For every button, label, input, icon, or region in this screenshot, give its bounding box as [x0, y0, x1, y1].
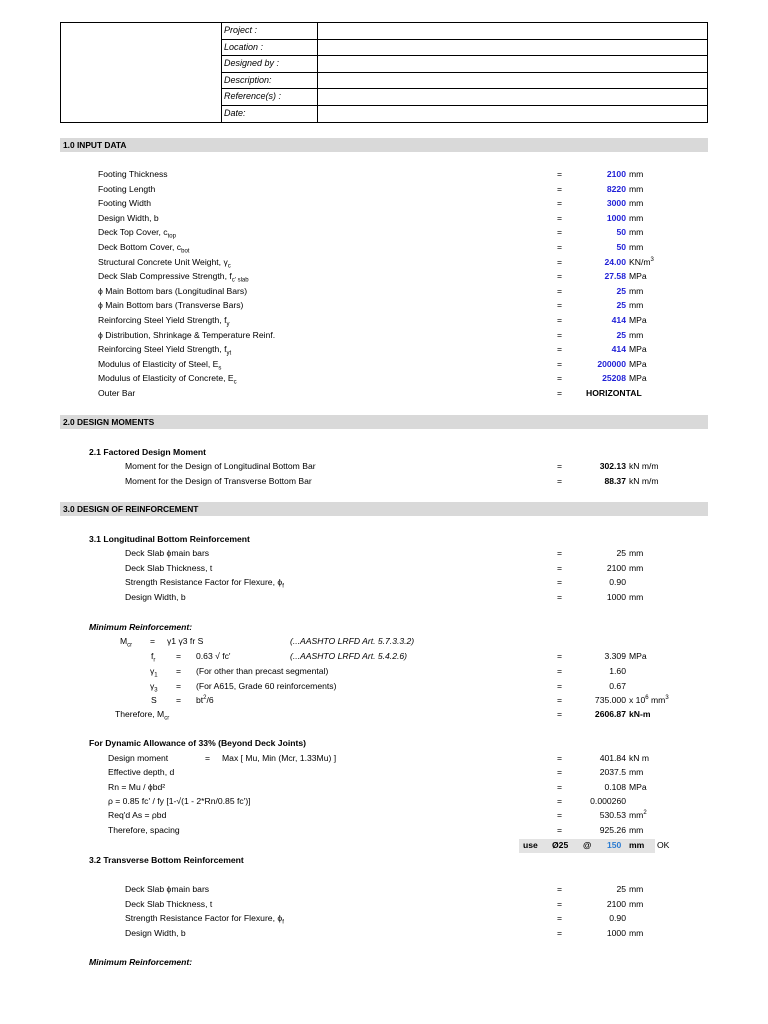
date-field[interactable] [318, 105, 708, 122]
row-value: 25 [616, 884, 626, 894]
section-title: 1.0 INPUT DATA [63, 140, 127, 150]
row-unit: mm [629, 227, 644, 238]
row-unit: mm [629, 548, 644, 558]
as-equals: = [557, 810, 563, 820]
min-reinf-title-2: Minimum Reinforcement: [89, 957, 193, 967]
rn-value: 0.108 [604, 782, 626, 792]
mcr-symbol: $M_{cr}$ [120, 636, 133, 649]
row-value[interactable]: HORIZONTAL [586, 388, 642, 398]
row-equals: = [557, 271, 563, 282]
row-value[interactable]: 27.58 [604, 271, 626, 282]
row-label: Modulus of Elasticity of Steel, $E_s$ [98, 358, 222, 372]
row-value[interactable]: 25208 [602, 373, 626, 384]
as-label: Req'd As = ρbd [108, 810, 167, 820]
row-unit: mm [629, 300, 644, 311]
row-unit: $KN/m^3$ [629, 256, 654, 267]
spacing-unit: mm [629, 825, 644, 835]
therefore-mcr-value: 2606.87 [594, 709, 626, 719]
therefore-equals: = [557, 709, 563, 719]
row-equals: = [557, 169, 563, 179]
s-symbol: S [151, 695, 157, 705]
row-equals: = [557, 461, 563, 471]
row-equals: = [557, 388, 563, 398]
fr-equals: = [557, 651, 563, 661]
section-design-reinforcement [60, 502, 708, 516]
row-value[interactable]: 414 [611, 344, 626, 355]
row-label: ϕ Main Bottom bars (Longitudinal Bars) [98, 285, 248, 296]
use-bar-row [519, 839, 655, 853]
row-label: Deck Slab ϕmain bars [125, 548, 210, 558]
row-equals: = [557, 927, 563, 938]
row-label: Strength Resistance Factor for Flexure, $\phi_f$ [125, 913, 284, 926]
gamma1-equals: = [557, 666, 563, 676]
rn-equals: = [557, 782, 563, 792]
sp-equals: = [557, 825, 563, 835]
row-equals: = [557, 358, 563, 369]
row-value: 2100 [606, 898, 626, 909]
dynamic-allowance-title: For Dynamic Allowance of 33% (Beyond Deck Joints) [89, 738, 306, 748]
row-unit: MPa [629, 344, 647, 355]
gamma3-note: (For A615, Grade 60 reinforcements) [196, 681, 337, 691]
row-unit: kN m/m [629, 461, 659, 471]
row-equals: = [557, 329, 563, 340]
s-equals: = [557, 695, 563, 705]
row-value[interactable]: 8220 [606, 183, 626, 194]
subsection-transverse: 3.2 Transverse Bottom Reinforcement [89, 855, 244, 865]
effective-depth-label: Effective depth, d [108, 767, 175, 777]
row-value[interactable]: 50 [616, 227, 626, 238]
row-equals: = [557, 548, 563, 558]
row-label: Deck Top Cover, $c_{top}$ [98, 227, 176, 241]
spacing-input[interactable]: 150 [607, 840, 622, 850]
row-value: 1000 [606, 927, 626, 938]
row-unit: mm [629, 212, 644, 223]
row-unit: kN m/m [629, 475, 659, 486]
row-equals: = [557, 227, 563, 238]
subsection-factored-moment: 2.1 Factored Design Moment [89, 447, 206, 457]
row-value: 0.90 [609, 913, 626, 924]
location-field[interactable] [318, 39, 708, 56]
row-value[interactable]: 1000 [606, 212, 626, 223]
row-equals: = [557, 285, 563, 296]
row-label: Design Width, b [125, 591, 186, 602]
row-unit: MPa [629, 373, 647, 384]
row-equals: = [557, 591, 563, 602]
fr-unit: MPa [629, 651, 647, 661]
row-unit: mm [629, 285, 644, 296]
s-formula: $bt^2/6$ [196, 695, 214, 705]
references-field[interactable] [318, 89, 708, 106]
row-value: 88.37 [604, 475, 626, 486]
row-equals: = [557, 300, 563, 311]
row-equals: = [557, 212, 563, 223]
s-eq: = [176, 695, 182, 705]
row-label: Deck Slab Compressive Strength, $f_{c' slab}$ [98, 271, 249, 284]
row-equals: = [557, 198, 563, 209]
row-value[interactable]: 25 [616, 329, 626, 340]
row-unit: MPa [629, 315, 647, 325]
row-label: ϕ Main Bottom bars (Transverse Bars) [98, 300, 244, 311]
row-equals: = [557, 898, 563, 909]
ok-status: OK [657, 840, 670, 850]
row-label: Deck Bottom Cover, $c_{bot}$ [98, 242, 190, 255]
project-label: Project : [222, 23, 318, 40]
row-label: Footing Thickness [98, 169, 168, 179]
gamma3-eq: = [176, 681, 182, 691]
row-label: Modulus of Elasticity of Concrete, $E_c$ [98, 373, 237, 387]
effective-depth-unit: mm [629, 767, 644, 777]
logo-cell [61, 23, 222, 123]
row-value: 2100 [606, 562, 626, 573]
row-equals: = [557, 242, 563, 252]
project-field[interactable] [318, 23, 708, 40]
gamma1-note: (For other than precast segmental) [196, 666, 329, 676]
section-title: 2.0 DESIGN MOMENTS [63, 417, 155, 427]
row-label: Strength Resistance Factor for Flexure, $\phi_f$ [125, 577, 284, 590]
row-unit: mm [629, 329, 644, 340]
row-label: Reinforcing Steel Yield Strength, $f_{yt}$ [98, 344, 232, 357]
s-unit: x $10^6$ $mm^3$ [629, 695, 669, 705]
row-value: 25 [616, 548, 626, 558]
row-unit: mm [629, 242, 644, 252]
row-equals: = [557, 577, 563, 588]
design-moment-unit: kN m [629, 753, 650, 763]
designed-by-field[interactable] [318, 56, 708, 73]
row-label: Outer Bar [98, 388, 136, 398]
gamma3-equals: = [557, 681, 563, 691]
row-value: 0.90 [609, 577, 626, 588]
row-label: Moment for the Design of Longitudinal Bottom Bar [125, 461, 316, 471]
rn-label: Rn = Mu / ϕbd² [108, 782, 166, 792]
min-reinf-title: Minimum Reinforcement: [89, 622, 193, 632]
row-unit: MPa [629, 271, 647, 282]
row-unit: mm [629, 562, 644, 573]
gamma1-eq: = [176, 666, 182, 676]
mcr-reference: (...AASHTO LRFD Art. 5.7.3.3.2) [290, 636, 415, 646]
therefore-mcr-unit: kN-m [629, 709, 651, 719]
row-unit: mm [629, 169, 644, 179]
spacing-unit-bar: mm [629, 840, 645, 850]
rho-value: 0.000260 [590, 796, 626, 806]
row-value: 1000 [606, 591, 626, 602]
gamma3-value: 0.67 [609, 681, 626, 691]
mcr-formula: γ1 γ3 fr S [167, 636, 204, 646]
row-value[interactable]: 3000 [606, 198, 626, 209]
fr-eq: = [176, 651, 182, 661]
design-moment-formula: Max [ Mu, Min (Mcr, 1.33Mu) ] [222, 753, 337, 763]
row-unit: mm [629, 884, 644, 894]
row-label: Moment for the Design of Transverse Bottom Bar [125, 475, 312, 486]
row-label: Structural Concrete Unit Weight, $\gamma_c$ [98, 256, 231, 270]
s-value: 735.000 [594, 695, 626, 705]
gamma1-value: 1.60 [609, 666, 626, 676]
row-equals: = [557, 562, 563, 573]
row-unit: mm [629, 183, 644, 194]
row-equals: = [557, 913, 563, 924]
date-label: Date: [222, 105, 318, 122]
row-label: Design Width, b [125, 927, 186, 938]
row-value[interactable]: 25 [616, 300, 626, 311]
gamma3-symbol: $\gamma_3$ [150, 681, 158, 694]
at-sign: @ [583, 840, 592, 850]
row-equals: = [557, 475, 563, 486]
rho-equals: = [557, 796, 563, 806]
row-equals: = [557, 884, 563, 894]
row-value[interactable]: 24.00 [604, 256, 626, 267]
subsection-longitudinal: 3.1 Longitudinal Bottom Reinforcement [89, 534, 250, 544]
section-design-moments [60, 415, 708, 429]
references-label: Reference(s) : [222, 89, 318, 106]
d-equals: = [557, 767, 563, 777]
row-equals: = [557, 344, 563, 355]
rho-label: ρ = 0.85 fc' / fy [1-√(1 - 2*Rn/0.85 fc')] [108, 796, 251, 806]
bar-size: Ø25 [552, 840, 569, 850]
design-moment-eq: = [205, 753, 211, 763]
spacing-value: 925.26 [599, 825, 626, 835]
gamma1-symbol: $\gamma_1$ [150, 666, 158, 679]
row-equals: = [557, 373, 563, 384]
effective-depth-value: 2037.5 [599, 767, 626, 777]
dm-equals: = [557, 753, 563, 763]
therefore-mcr-label: Therefore, $M_{cr}$ [115, 709, 170, 722]
as-unit: $mm^2$ [629, 810, 647, 820]
location-label: Location : [222, 39, 318, 56]
row-unit: mm [629, 198, 644, 209]
row-label: Reinforcing Steel Yield Strength, $f_y$ [98, 315, 230, 328]
row-equals: = [557, 256, 563, 267]
row-label: ϕ Distribution, Shrinkage & Temperature Reinf. [98, 329, 276, 340]
fr-formula: 0.63 √ fc' [196, 651, 231, 661]
row-unit: MPa [629, 358, 647, 369]
row-unit: mm [629, 898, 644, 909]
use-label: use [523, 840, 538, 850]
row-value[interactable]: 50 [616, 242, 626, 252]
row-equals: = [557, 315, 563, 325]
row-label: Deck Slab ϕmain bars [125, 884, 210, 894]
design-moment-label: Design moment [108, 753, 169, 763]
design-moment-value: 401.84 [599, 753, 626, 763]
fr-value: 3.309 [604, 651, 626, 661]
row-value[interactable]: 25 [616, 285, 626, 296]
row-equals: = [557, 183, 563, 194]
spacing-label: Therefore, spacing [108, 825, 180, 835]
designed-by-label: Designed by : [222, 56, 318, 73]
description-label: Description: [222, 72, 318, 89]
row-value: 302.13 [599, 461, 626, 471]
row-label: Footing Length [98, 183, 156, 194]
fr-reference: (...AASHTO LRFD Art. 5.4.2.6) [290, 651, 408, 661]
row-unit: mm [629, 591, 644, 602]
rn-unit: MPa [629, 782, 647, 792]
row-label: Deck Slab Thickness, t [125, 898, 213, 909]
row-value[interactable]: 2100 [606, 169, 626, 179]
section-title: 3.0 DESIGN OF REINFORCEMENT [63, 504, 199, 514]
mcr-eq: = [150, 636, 156, 646]
row-label: Deck Slab Thickness, t [125, 562, 213, 573]
description-field[interactable] [318, 72, 708, 89]
row-value[interactable]: 200000 [597, 358, 626, 369]
row-label: Footing Width [98, 198, 152, 209]
row-unit: mm [629, 927, 644, 938]
row-value[interactable]: 414 [611, 315, 626, 325]
row-label: Design Width, b [98, 212, 159, 223]
as-value: 530.53 [599, 810, 626, 820]
title-block [60, 22, 708, 123]
section-input-data [60, 138, 708, 152]
fr-symbol: $f_r$ [151, 651, 156, 664]
